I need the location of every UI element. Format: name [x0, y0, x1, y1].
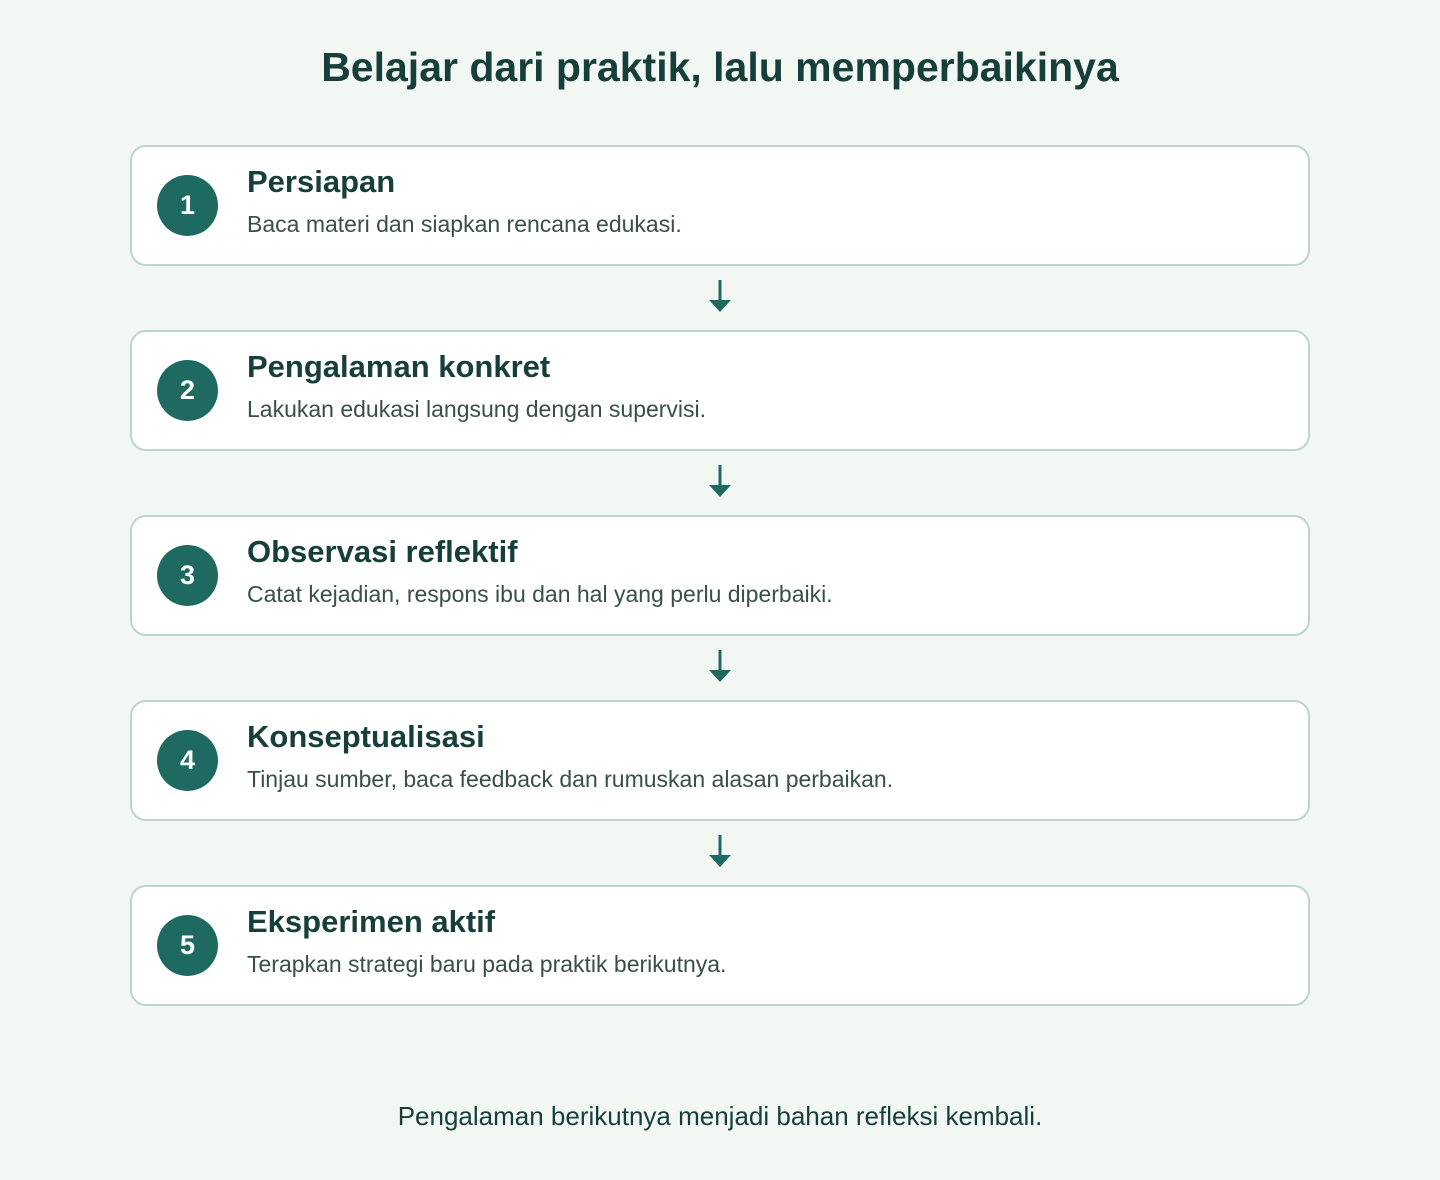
step-card-5 [130, 885, 1310, 1006]
arrow-down-icon [708, 465, 732, 499]
footer-note: Pengalaman berikutnya menjadi bahan refleksi kembali. [397, 1101, 1043, 1131]
connector [130, 451, 1310, 515]
connector [130, 821, 1310, 885]
step-card-4 [130, 700, 1310, 821]
page-title: Belajar dari praktik, lalu memperbaikinya [321, 44, 1119, 90]
arrow-down-icon [708, 650, 732, 684]
step-description: Tinjau sumber, baca feedback dan rumuskan alasan perbaikan. [247, 766, 894, 792]
arrow-down-icon [708, 835, 732, 869]
step-title: Observasi reflektif [247, 534, 518, 569]
step-number-badge: 4 [157, 730, 218, 791]
step-number-badge: 1 [157, 175, 218, 236]
step-number-badge: 5 [157, 915, 218, 976]
step-title: Eksperimen aktif [247, 904, 496, 939]
step-card-3 [130, 515, 1310, 636]
step-description: Lakukan edukasi langsung dengan supervisi. [247, 396, 707, 422]
step-title: Persiapan [247, 164, 396, 199]
step-number-badge: 3 [157, 545, 218, 606]
step-description: Baca materi dan siapkan rencana edukasi. [247, 211, 682, 237]
connector [130, 266, 1310, 330]
step-description: Terapkan strategi baru pada praktik berikutnya. [247, 951, 727, 977]
step-card-2 [130, 330, 1310, 451]
step-number-badge: 2 [157, 360, 218, 421]
step-card-1 [130, 145, 1310, 266]
arrow-down-icon [708, 280, 732, 314]
step-title: Konseptualisasi [247, 719, 485, 754]
step-title: Pengalaman konkret [247, 349, 551, 384]
connector [130, 636, 1310, 700]
step-description: Catat kejadian, respons ibu dan hal yang perlu diperbaiki. [247, 581, 833, 607]
step-flow [130, 145, 1310, 1006]
